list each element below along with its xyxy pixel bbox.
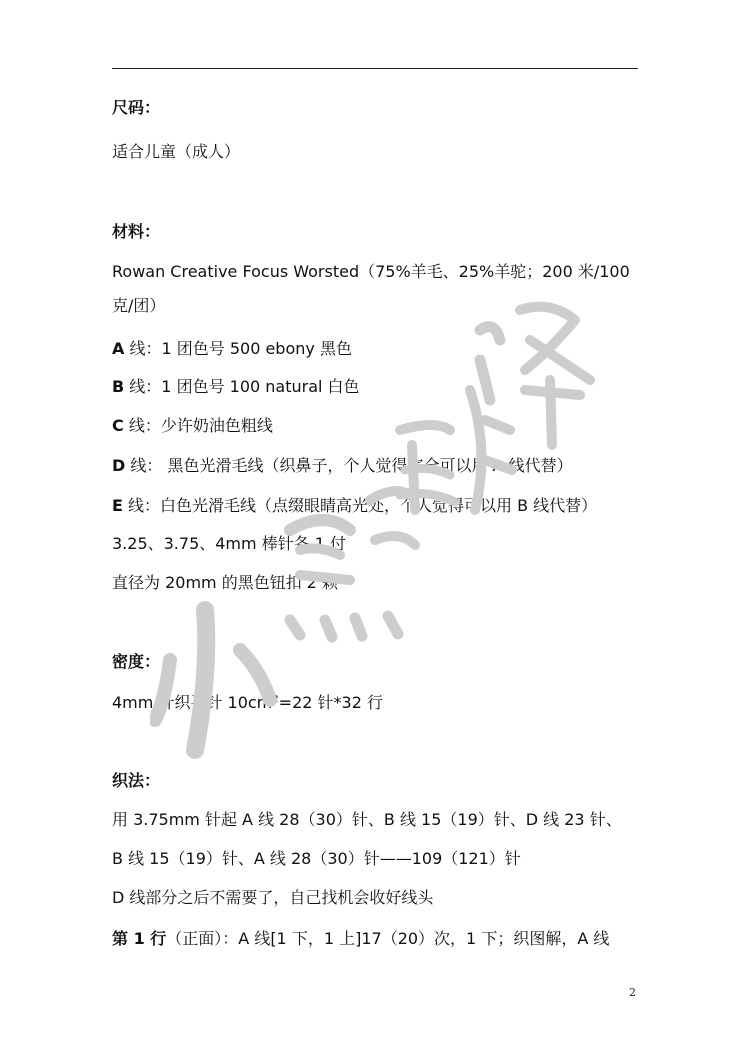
method-heading: 织法： (112, 771, 161, 790)
yarn-description-line2: 克/团） (112, 296, 166, 315)
yarn-e-line: E 线：白色光滑毛线（点缀眼睛高光处，个人觉得可以用 B 线代替） (112, 496, 598, 515)
header-rule (112, 68, 638, 69)
yarn-d-text: 黑色光滑毛线（织鼻子，个人觉得完全可以用 A 线代替） (162, 456, 573, 475)
gauge-heading: 密度： (112, 652, 161, 671)
materials-heading: 材料： (112, 222, 161, 241)
yarn-c-label: C (112, 416, 124, 435)
size-text: 适合儿童（成人） (112, 142, 241, 161)
page-number: 2 (629, 986, 636, 999)
needles-text: 3.25、3.75、4mm 棒针各 1 付 (112, 534, 347, 553)
yarn-b-text: 1 团色号 100 natural 白色 (161, 377, 360, 396)
method-line2: B 线 15（19）针、A 线 28（30）针——109（121）针 (112, 849, 521, 868)
method-row1 (112, 929, 609, 949)
yarn-e-text: 白色光滑毛线（点缀眼睛高光处，个人觉得可以用 B 线代替） (160, 496, 598, 515)
buttons-text: 直径为 20mm 的黑色钮扣 2 颗 (112, 573, 339, 592)
yarn-d-label: D (112, 456, 126, 475)
yarn-b-label: B (112, 377, 125, 396)
yarn-c-line: C 线：少许奶油色粗线 (112, 416, 273, 435)
row1-label: 第 1 行 (112, 929, 167, 948)
gauge-text: 4mm 针织平针 $10cm^2=22$ 针*32 行 (112, 693, 383, 712)
yarn-a-label: A (112, 339, 125, 358)
method-line1: 用 3.75mm 针起 A 线 28（30）针、B 线 15（19）针、D 线 23 针、 (112, 810, 622, 829)
row1-text: （正面）：A 线[1 下，1 上]17（20）次，1 下；织图解，A 线 (166, 929, 610, 948)
yarn-description-line1: Rowan Creative Focus Worsted（75%羊毛、25%羊驼；200 米/100 (112, 262, 630, 281)
yarn-c-text: 少许奶油色粗线 (160, 416, 273, 435)
yarn-b-line: B 线：1 团色号 100 natural 白色 (112, 377, 360, 396)
yarn-d-line: D 线： 黑色光滑毛线（织鼻子，个人觉得完全可以用 A 线代替） (112, 456, 573, 475)
yarn-e-label: E (112, 496, 123, 515)
yarn-a-text: 1 团色号 500 ebony 黑色 (161, 339, 352, 358)
yarn-a-line: A 线：1 团色号 500 ebony 黑色 (112, 339, 352, 358)
method-line3: D 线部分之后不需要了，自己找机会收好线头 (112, 888, 434, 907)
gauge-superscript: 2 (272, 694, 279, 705)
size-heading: 尺码： (112, 98, 161, 117)
